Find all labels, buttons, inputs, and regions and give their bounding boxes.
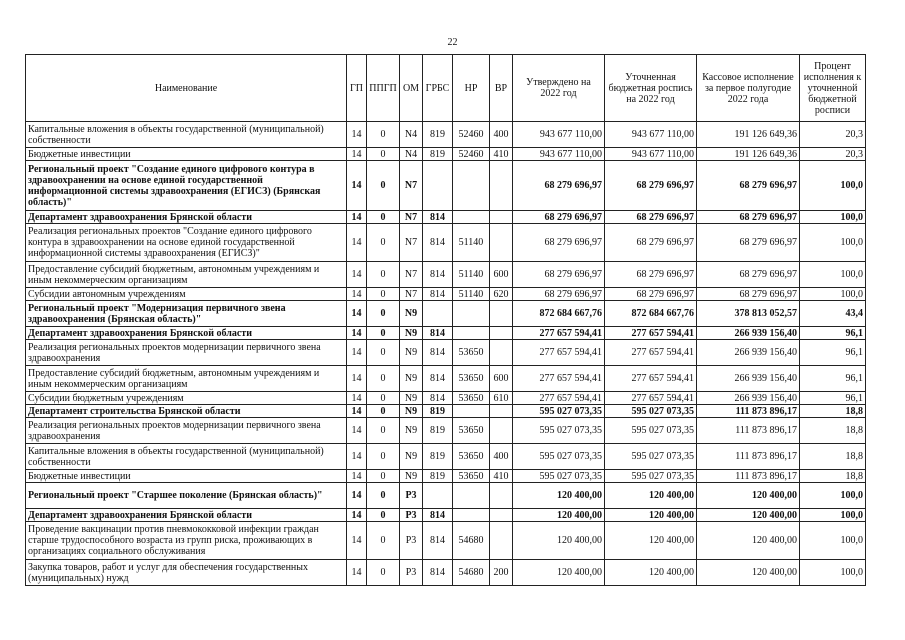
cell-cash-execution: 266 939 156,40	[697, 340, 800, 366]
cell-name: Капитальные вложения в объекты государственной (муниципальной) собственности	[26, 444, 347, 470]
cell-nr: 53650	[453, 444, 490, 470]
cell-om: N9	[400, 301, 423, 327]
cell-cash-execution: 68 279 696,97	[697, 211, 800, 224]
cell-vr	[490, 224, 513, 262]
cell-approved: 595 027 073,35	[513, 418, 605, 444]
page-number: 22	[447, 37, 458, 48]
cell-nr	[453, 405, 490, 418]
cell-grbs: 814	[423, 560, 453, 586]
cell-ppgp: 0	[367, 288, 400, 301]
cell-revised: 595 027 073,35	[605, 418, 697, 444]
table-row	[26, 161, 866, 211]
cell-percent: 96,1	[800, 340, 866, 366]
cell-vr: 410	[490, 148, 513, 161]
cell-nr: 54680	[453, 560, 490, 586]
cell-vr: 610	[490, 392, 513, 405]
table-row	[26, 405, 866, 418]
cell-gp: 14	[347, 522, 367, 560]
cell-percent: 18,8	[800, 418, 866, 444]
cell-percent: 100,0	[800, 560, 866, 586]
cell-name: Предоставление субсидий бюджетным, автономным учреждениям и иным некоммерческим организациям	[26, 262, 347, 288]
cell-approved: 68 279 696,97	[513, 288, 605, 301]
cell-om: N4	[400, 148, 423, 161]
header-om: ОМ	[400, 55, 423, 122]
cell-percent: 96,1	[800, 392, 866, 405]
table-row	[26, 483, 866, 509]
cell-percent: 43,4	[800, 301, 866, 327]
header-gp: ГП	[347, 55, 367, 122]
cell-cash-execution: 111 873 896,17	[697, 405, 800, 418]
cell-cash-execution: 120 400,00	[697, 560, 800, 586]
cell-name: Региональный проект "Старшее поколение (Брянская область)"	[26, 483, 347, 509]
table-row	[26, 560, 866, 586]
cell-om: N9	[400, 405, 423, 418]
cell-nr: 53650	[453, 470, 490, 483]
cell-percent: 100,0	[800, 211, 866, 224]
cell-nr: 52460	[453, 122, 490, 148]
cell-om: P3	[400, 483, 423, 509]
cell-cash-execution: 120 400,00	[697, 483, 800, 509]
cell-om: N7	[400, 161, 423, 211]
cell-approved: 595 027 073,35	[513, 470, 605, 483]
cell-nr: 53650	[453, 392, 490, 405]
cell-om: P3	[400, 560, 423, 586]
cell-ppgp: 0	[367, 148, 400, 161]
cell-ppgp: 0	[367, 122, 400, 148]
cell-revised: 277 657 594,41	[605, 366, 697, 392]
cell-approved: 595 027 073,35	[513, 444, 605, 470]
cell-nr	[453, 301, 490, 327]
cell-om: N7	[400, 211, 423, 224]
cell-gp: 14	[347, 483, 367, 509]
cell-gp: 14	[347, 470, 367, 483]
cell-name: Региональный проект "Создание единого цифрового контура в здравоохранении на основе единой государственной информационной системы здравоохранения (ЕГИСЗ) (Брянская область)"	[26, 161, 347, 211]
cell-percent: 100,0	[800, 288, 866, 301]
cell-grbs: 814	[423, 262, 453, 288]
cell-nr: 51140	[453, 288, 490, 301]
cell-gp: 14	[347, 366, 367, 392]
cell-revised: 595 027 073,35	[605, 405, 697, 418]
cell-grbs: 814	[423, 509, 453, 522]
cell-percent: 20,3	[800, 148, 866, 161]
cell-ppgp: 0	[367, 418, 400, 444]
cell-nr: 53650	[453, 418, 490, 444]
table-header-row	[26, 55, 866, 122]
header-cash-execution: Кассовое исполнение за первое полугодие 2022 года	[697, 55, 800, 122]
header-vr: ВР	[490, 55, 513, 122]
cell-gp: 14	[347, 301, 367, 327]
cell-approved: 277 657 594,41	[513, 327, 605, 340]
cell-grbs: 814	[423, 224, 453, 262]
cell-ppgp: 0	[367, 224, 400, 262]
cell-name: Капитальные вложения в объекты государственной (муниципальной) собственности	[26, 122, 347, 148]
cell-grbs: 814	[423, 288, 453, 301]
cell-grbs: 819	[423, 148, 453, 161]
table-row	[26, 148, 866, 161]
cell-cash-execution: 68 279 696,97	[697, 262, 800, 288]
cell-name: Реализация региональных проектов "Создание единого цифрового контура в здравоохранении на основе единой государственной информационной системы здравоохранения (ЕГИСЗ)"	[26, 224, 347, 262]
cell-om: N9	[400, 340, 423, 366]
cell-nr: 53650	[453, 366, 490, 392]
cell-gp: 14	[347, 288, 367, 301]
cell-cash-execution: 266 939 156,40	[697, 392, 800, 405]
cell-approved: 68 279 696,97	[513, 262, 605, 288]
table-row	[26, 288, 866, 301]
cell-revised: 595 027 073,35	[605, 470, 697, 483]
cell-ppgp: 0	[367, 405, 400, 418]
table-row	[26, 262, 866, 288]
cell-cash-execution: 120 400,00	[697, 522, 800, 560]
cell-approved: 277 657 594,41	[513, 392, 605, 405]
table-row	[26, 366, 866, 392]
table-row	[26, 444, 866, 470]
header-nr: НР	[453, 55, 490, 122]
cell-nr	[453, 161, 490, 211]
cell-revised: 68 279 696,97	[605, 262, 697, 288]
cell-gp: 14	[347, 327, 367, 340]
cell-cash-execution: 111 873 896,17	[697, 444, 800, 470]
header-grbs: ГРБС	[423, 55, 453, 122]
cell-om: P3	[400, 509, 423, 522]
cell-percent: 100,0	[800, 483, 866, 509]
cell-name: Бюджетные инвестиции	[26, 148, 347, 161]
table-row	[26, 509, 866, 522]
cell-approved: 68 279 696,97	[513, 211, 605, 224]
cell-grbs: 819	[423, 444, 453, 470]
cell-ppgp: 0	[367, 470, 400, 483]
cell-revised: 872 684 667,76	[605, 301, 697, 327]
cell-revised: 120 400,00	[605, 509, 697, 522]
cell-vr	[490, 418, 513, 444]
cell-cash-execution: 191 126 649,36	[697, 148, 800, 161]
cell-name: Реализация региональных проектов модернизации первичного звена здравоохранения	[26, 418, 347, 444]
cell-ppgp: 0	[367, 392, 400, 405]
cell-om: N9	[400, 366, 423, 392]
cell-om: N9	[400, 392, 423, 405]
cell-revised: 943 677 110,00	[605, 148, 697, 161]
cell-nr: 54680	[453, 522, 490, 560]
cell-ppgp: 0	[367, 340, 400, 366]
cell-percent: 96,1	[800, 366, 866, 392]
cell-revised: 277 657 594,41	[605, 340, 697, 366]
cell-om: N7	[400, 262, 423, 288]
cell-approved: 120 400,00	[513, 522, 605, 560]
cell-vr: 400	[490, 122, 513, 148]
cell-vr: 620	[490, 288, 513, 301]
cell-revised: 68 279 696,97	[605, 211, 697, 224]
cell-grbs	[423, 161, 453, 211]
cell-gp: 14	[347, 224, 367, 262]
cell-ppgp: 0	[367, 560, 400, 586]
cell-nr	[453, 211, 490, 224]
table-row	[26, 340, 866, 366]
table-row	[26, 392, 866, 405]
cell-cash-execution: 111 873 896,17	[697, 418, 800, 444]
cell-cash-execution: 191 126 649,36	[697, 122, 800, 148]
cell-revised: 120 400,00	[605, 522, 697, 560]
cell-gp: 14	[347, 509, 367, 522]
cell-grbs: 819	[423, 122, 453, 148]
cell-percent: 100,0	[800, 224, 866, 262]
cell-percent: 18,8	[800, 444, 866, 470]
cell-ppgp: 0	[367, 301, 400, 327]
cell-vr: 600	[490, 262, 513, 288]
cell-gp: 14	[347, 560, 367, 586]
cell-percent: 100,0	[800, 509, 866, 522]
cell-om: N9	[400, 470, 423, 483]
cell-name: Департамент здравоохранения Брянской области	[26, 211, 347, 224]
table-row	[26, 327, 866, 340]
cell-grbs: 814	[423, 340, 453, 366]
cell-ppgp: 0	[367, 262, 400, 288]
cell-om: N7	[400, 288, 423, 301]
cell-ppgp: 0	[367, 327, 400, 340]
cell-percent: 18,8	[800, 405, 866, 418]
cell-cash-execution: 68 279 696,97	[697, 161, 800, 211]
header-percent: Процент исполнения к уточненной бюджетной росписи	[800, 55, 866, 122]
cell-gp: 14	[347, 122, 367, 148]
budget-execution-table	[25, 54, 866, 586]
cell-name: Бюджетные инвестиции	[26, 470, 347, 483]
cell-cash-execution: 266 939 156,40	[697, 366, 800, 392]
table-row	[26, 470, 866, 483]
cell-grbs: 819	[423, 405, 453, 418]
cell-approved: 120 400,00	[513, 560, 605, 586]
cell-grbs: 814	[423, 392, 453, 405]
cell-approved: 943 677 110,00	[513, 148, 605, 161]
cell-gp: 14	[347, 211, 367, 224]
cell-nr: 51140	[453, 224, 490, 262]
cell-approved: 277 657 594,41	[513, 340, 605, 366]
cell-approved: 68 279 696,97	[513, 161, 605, 211]
cell-ppgp: 0	[367, 211, 400, 224]
cell-approved: 68 279 696,97	[513, 224, 605, 262]
cell-cash-execution: 378 813 052,57	[697, 301, 800, 327]
cell-name: Предоставление субсидий бюджетным, автономным учреждениям и иным некоммерческим организациям	[26, 366, 347, 392]
cell-name: Закупка товаров, работ и услуг для обеспечения государственных (муниципальных) нужд	[26, 560, 347, 586]
cell-om: N9	[400, 418, 423, 444]
cell-grbs: 819	[423, 470, 453, 483]
cell-approved: 277 657 594,41	[513, 366, 605, 392]
cell-revised: 68 279 696,97	[605, 161, 697, 211]
cell-percent: 100,0	[800, 161, 866, 211]
cell-revised: 120 400,00	[605, 560, 697, 586]
cell-vr	[490, 211, 513, 224]
table-row	[26, 418, 866, 444]
cell-name: Проведение вакцинации против пневмококковой инфекции граждан старше трудоспособного возраста из групп риска, проживающих в организациях социального обслуживания	[26, 522, 347, 560]
cell-vr: 200	[490, 560, 513, 586]
table-row	[26, 301, 866, 327]
cell-ppgp: 0	[367, 366, 400, 392]
cell-vr	[490, 340, 513, 366]
cell-percent: 100,0	[800, 262, 866, 288]
cell-nr: 53650	[453, 340, 490, 366]
cell-grbs	[423, 301, 453, 327]
cell-approved: 872 684 667,76	[513, 301, 605, 327]
cell-name: Реализация региональных проектов модернизации первичного звена здравоохранения	[26, 340, 347, 366]
cell-nr	[453, 327, 490, 340]
cell-revised: 68 279 696,97	[605, 288, 697, 301]
cell-om: N9	[400, 444, 423, 470]
cell-name: Субсидии автономным учреждениям	[26, 288, 347, 301]
cell-approved: 120 400,00	[513, 483, 605, 509]
cell-gp: 14	[347, 418, 367, 444]
cell-gp: 14	[347, 405, 367, 418]
cell-revised: 277 657 594,41	[605, 327, 697, 340]
table-row	[26, 522, 866, 560]
cell-vr	[490, 405, 513, 418]
cell-revised: 943 677 110,00	[605, 122, 697, 148]
cell-gp: 14	[347, 340, 367, 366]
cell-ppgp: 0	[367, 509, 400, 522]
cell-vr: 410	[490, 470, 513, 483]
cell-gp: 14	[347, 392, 367, 405]
cell-revised: 595 027 073,35	[605, 444, 697, 470]
cell-om: N4	[400, 122, 423, 148]
cell-vr	[490, 522, 513, 560]
cell-nr	[453, 509, 490, 522]
cell-ppgp: 0	[367, 483, 400, 509]
cell-grbs	[423, 483, 453, 509]
cell-grbs: 819	[423, 418, 453, 444]
cell-name: Департамент здравоохранения Брянской области	[26, 327, 347, 340]
cell-vr: 400	[490, 444, 513, 470]
cell-vr	[490, 483, 513, 509]
cell-cash-execution: 111 873 896,17	[697, 470, 800, 483]
cell-grbs: 814	[423, 522, 453, 560]
cell-approved: 120 400,00	[513, 509, 605, 522]
table-row	[26, 224, 866, 262]
cell-vr	[490, 301, 513, 327]
cell-vr	[490, 509, 513, 522]
cell-cash-execution: 68 279 696,97	[697, 288, 800, 301]
cell-percent: 20,3	[800, 122, 866, 148]
cell-nr	[453, 483, 490, 509]
cell-ppgp: 0	[367, 161, 400, 211]
cell-revised: 120 400,00	[605, 483, 697, 509]
cell-vr: 600	[490, 366, 513, 392]
cell-percent: 96,1	[800, 327, 866, 340]
cell-cash-execution: 266 939 156,40	[697, 327, 800, 340]
table-row	[26, 122, 866, 148]
cell-nr: 51140	[453, 262, 490, 288]
cell-approved: 595 027 073,35	[513, 405, 605, 418]
cell-om: P3	[400, 522, 423, 560]
table-row	[26, 211, 866, 224]
cell-vr	[490, 327, 513, 340]
cell-revised: 68 279 696,97	[605, 224, 697, 262]
cell-ppgp: 0	[367, 444, 400, 470]
cell-grbs: 814	[423, 211, 453, 224]
cell-gp: 14	[347, 161, 367, 211]
cell-cash-execution: 120 400,00	[697, 509, 800, 522]
cell-om: N9	[400, 327, 423, 340]
cell-grbs: 814	[423, 366, 453, 392]
cell-gp: 14	[347, 262, 367, 288]
cell-revised: 277 657 594,41	[605, 392, 697, 405]
cell-vr	[490, 161, 513, 211]
header-ppgp: ППГП	[367, 55, 400, 122]
cell-approved: 943 677 110,00	[513, 122, 605, 148]
cell-name: Региональный проект "Модернизация первичного звена здравоохранения (Брянская область)"	[26, 301, 347, 327]
cell-name: Субсидии бюджетным учреждениям	[26, 392, 347, 405]
header-approved: Утверждено на 2022 год	[513, 55, 605, 122]
cell-gp: 14	[347, 148, 367, 161]
cell-name: Департамент строительства Брянской области	[26, 405, 347, 418]
cell-grbs: 814	[423, 327, 453, 340]
cell-om: N7	[400, 224, 423, 262]
header-revised: Уточненная бюджетная роспись на 2022 год	[605, 55, 697, 122]
header-name: Наименование	[26, 55, 347, 122]
cell-name: Департамент здравоохранения Брянской области	[26, 509, 347, 522]
cell-gp: 14	[347, 444, 367, 470]
cell-cash-execution: 68 279 696,97	[697, 224, 800, 262]
cell-ppgp: 0	[367, 522, 400, 560]
cell-nr: 52460	[453, 148, 490, 161]
cell-percent: 18,8	[800, 470, 866, 483]
cell-percent: 100,0	[800, 522, 866, 560]
